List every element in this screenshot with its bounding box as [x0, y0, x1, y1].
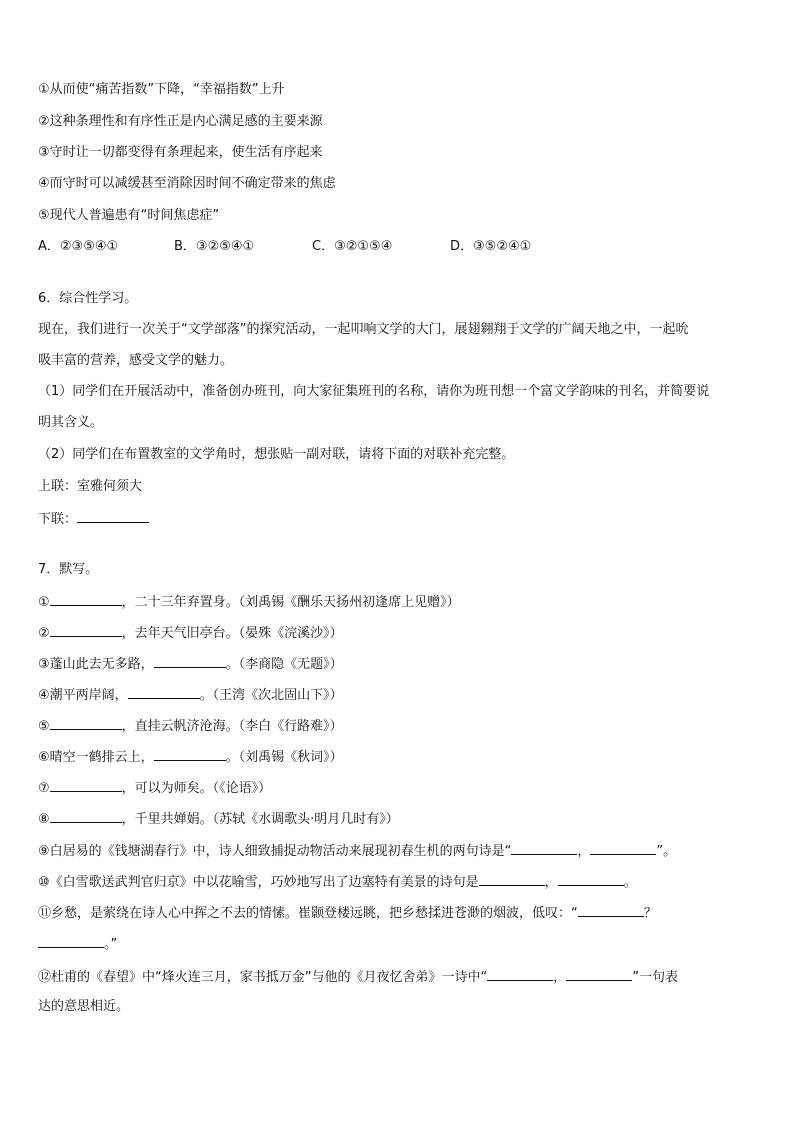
q7-item-11-continued [38, 933, 117, 955]
lower-couplet-label: 下联： [38, 512, 78, 527]
q7-item-5 [38, 715, 343, 737]
answer-blank[interactable] [511, 840, 577, 855]
answer-blank[interactable] [590, 840, 656, 855]
item-text: ，千里共婵娟。（苏轼《水调歌头·明月几时有》） [121, 812, 399, 827]
q6-intro-line-1: 现在，我们进行一次关于“文学部落”的探究活动，一起叩响文学的大门，展翅翱翔于文学的广阔天地之中，一起吮 [38, 322, 689, 337]
q5-sentence-2: ②这种条理性和有序性正是内心满足感的主要来源 [38, 114, 323, 129]
answer-blank[interactable] [38, 933, 104, 948]
answer-blank[interactable] [50, 622, 122, 637]
item-text: ，去年天气旧亭台。（晏殊《浣溪沙》） [121, 626, 343, 641]
item-text: ⑩《白雪歌送武判官归京》中以花喻雪，巧妙地写出了边塞特有美景的诗句是 [38, 875, 479, 890]
item-text: ”一句表 [632, 970, 678, 985]
q7-item-3 [38, 653, 343, 675]
item-number: ⑦ [38, 781, 50, 796]
item-punct: ， [577, 844, 591, 859]
q6-lower-couplet [38, 508, 149, 530]
q5-sentence-5: ⑤现代人普遍患有“时间焦虑症” [38, 208, 220, 223]
item-text: ④潮平两岸阔， [38, 688, 128, 703]
q7-item-8 [38, 808, 399, 830]
q7-item-7 [38, 777, 271, 799]
q6-title: 6．综合性学习。 [38, 291, 138, 306]
q5-options [38, 237, 531, 257]
q7-item-9 [38, 840, 676, 862]
item-text: ⑥晴空一鹤排云上， [38, 750, 154, 765]
answer-blank[interactable] [154, 653, 226, 668]
answer-blank[interactable] [50, 808, 122, 823]
q5-sentence-4: ④而守时可以减缓甚至消除因时间不确定带来的焦虑 [38, 176, 336, 191]
item-number: ⑤ [38, 719, 50, 734]
q7-item-6 [38, 746, 343, 768]
q7-item-12-continued: 达的意思相近。 [38, 999, 130, 1014]
item-number: ⑧ [38, 812, 50, 827]
item-text: ⑨白居易的《钱塘湖春行》中，诗人细致捕捉动物活动来展现初春生机的两句诗是“ [38, 844, 512, 859]
answer-blank[interactable] [487, 966, 553, 981]
answer-blank[interactable] [479, 871, 545, 886]
item-number: ① [38, 595, 50, 610]
item-punct: 。” [104, 937, 118, 952]
item-source: 。（李商隐《无题》） [225, 657, 343, 672]
item-punct: 。 [623, 875, 637, 890]
q5-option-a: A．②③⑤④① [38, 239, 119, 254]
item-source: 。（刘禹锡《秋词》） [225, 750, 343, 765]
q6-part2: （2）同学们在布置教室的文学角时，想张贴一副对联，请将下面的对联补充完整。 [38, 447, 515, 462]
answer-blank[interactable] [77, 508, 149, 523]
answer-blank[interactable] [128, 684, 200, 699]
q5-sentence-1: ①从而使“痛苦指数”下降，“幸福指数”上升 [38, 82, 285, 97]
item-punct: ”。 [656, 844, 677, 859]
q6-intro-line-2: 吸丰富的营养，感受文学的魅力。 [38, 353, 234, 368]
item-punct: ， [553, 970, 567, 985]
item-text: ⑪乡愁，是萦绕在诗人心中挥之不去的情愫。崔颢登楼远眺，把乡愁揉进苍渺的烟波，低叹：“ [38, 906, 578, 921]
item-source: 。（王湾《次北固山下》） [199, 688, 343, 703]
q7-item-2 [38, 622, 343, 644]
q7-item-4 [38, 684, 343, 706]
answer-blank[interactable] [566, 966, 632, 981]
answer-blank[interactable] [50, 591, 122, 606]
q5-sentence-3: ③守时让一切都变得有条理起来，使生活有序起来 [38, 145, 323, 160]
q5-option-b: B．③②⑤④① [174, 239, 255, 254]
item-punct: ？ [643, 906, 657, 921]
q7-title: 7．默写。 [38, 562, 99, 577]
answer-blank[interactable] [578, 902, 644, 917]
answer-blank[interactable] [50, 715, 122, 730]
item-text: ⑫杜甫的《春望》中“烽火连三月，家书抵万金”与他的《月夜忆舍弟》一诗中“ [38, 970, 488, 985]
q6-upper-couplet: 上联：室雅何须大 [38, 479, 143, 494]
q6-part1-line-1: （1）同学们在开展活动中，准备创办班刊，向大家征集班刊的名称，请你为班刊想一个富文学韵味的刊名，并简要说 [38, 384, 710, 399]
q7-item-11 [38, 902, 657, 924]
item-number: ② [38, 626, 50, 641]
item-text: ，直挂云帆济沧海。（李白《行路难》） [121, 719, 343, 734]
q7-item-12 [38, 966, 678, 988]
q5-option-d: D．③⑤②④① [450, 239, 532, 254]
answer-blank[interactable] [154, 746, 226, 761]
q6-part1-line-2: 明其含义。 [38, 415, 104, 430]
q7-item-10 [38, 871, 637, 893]
item-text: ③蓬山此去无多路， [38, 657, 154, 672]
q5-option-c: C．③②①⑤④ [312, 239, 393, 254]
answer-blank[interactable] [558, 871, 624, 886]
item-text: ，二十三年弃置身。（刘禹锡《酬乐天扬州初逢席上见赠》） [121, 595, 460, 610]
item-text: ，可以为师矣。（《论语》） [121, 781, 272, 796]
q7-item-1 [38, 591, 460, 613]
item-punct: ， [544, 875, 558, 890]
answer-blank[interactable] [50, 777, 122, 792]
